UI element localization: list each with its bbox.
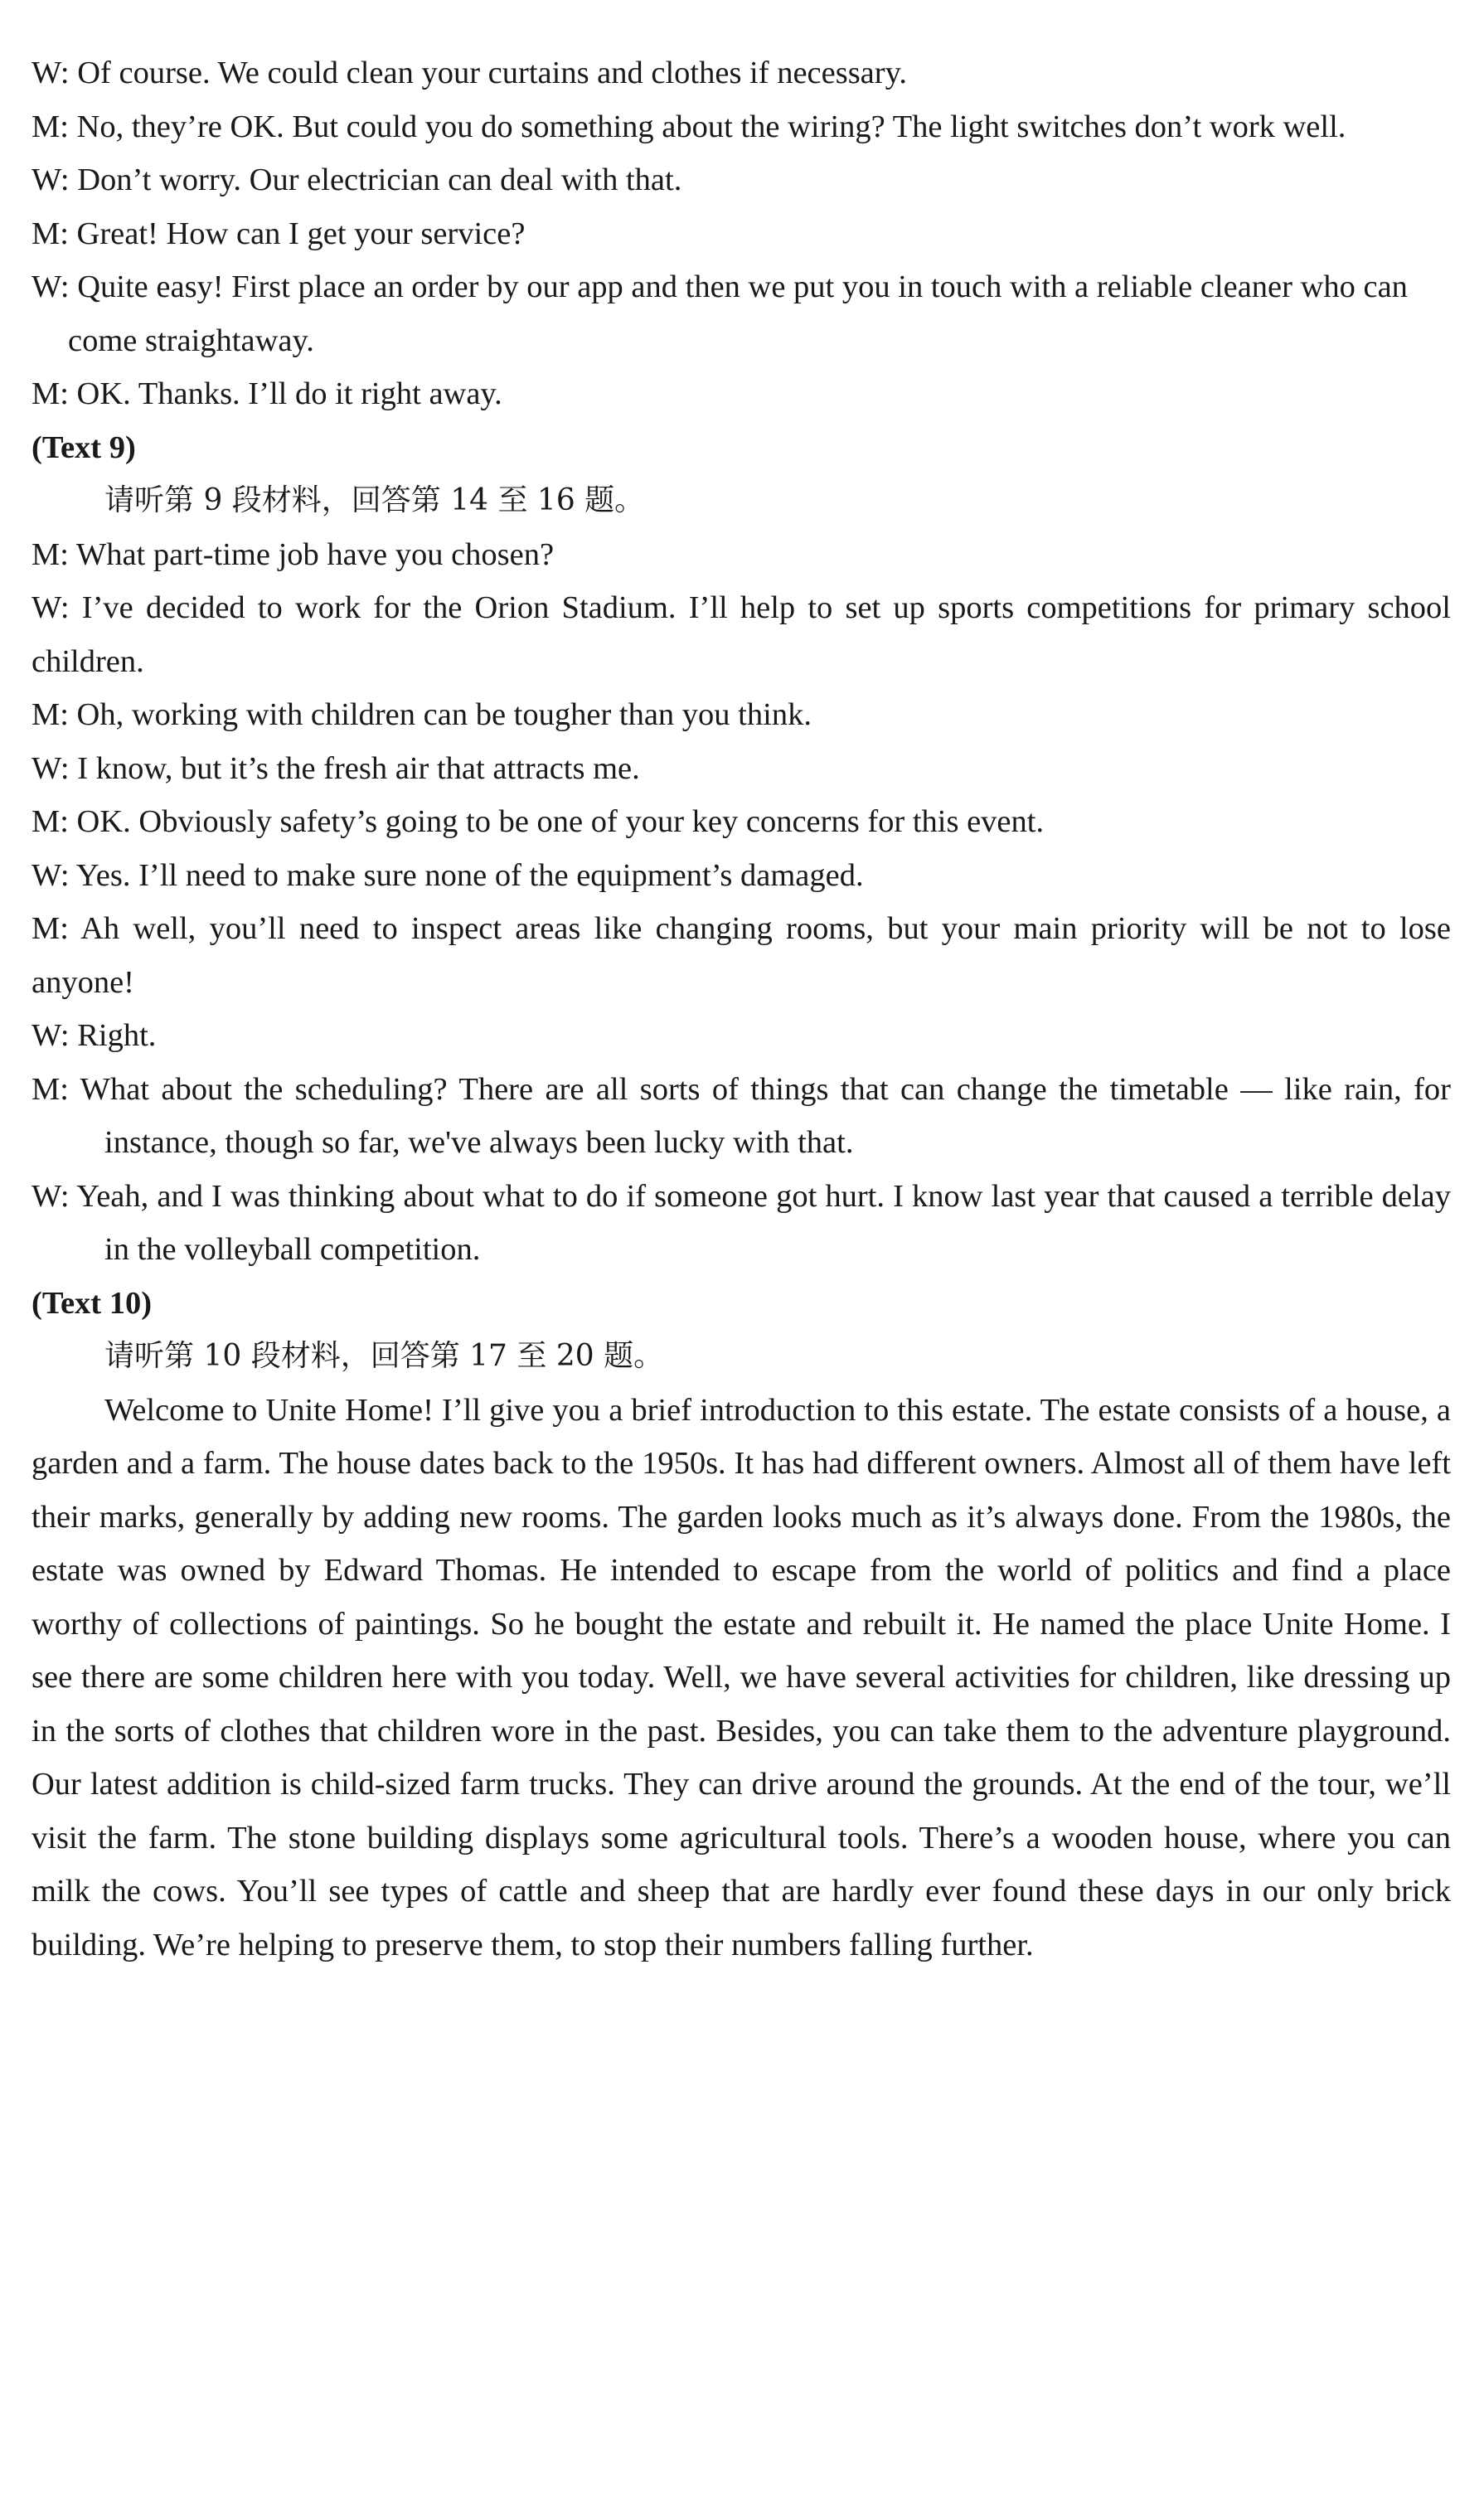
section-instruction-text9: 请听第 9 段材料，回答第 14 至 16 题。 — [104, 483, 645, 517]
section-instruction-text10: 请听第 10 段材料，回答第 17 至 20 题。 — [104, 1339, 664, 1373]
dialogue-line: M: What part-time job have you chosen? — [32, 536, 555, 572]
section-heading-text10: (Text 10) — [32, 1285, 153, 1321]
dialogue-line: M: What about the scheduling? There are all sorts of things that can change the timetable — like rain, for instance, though so far, we've always been lucky with that. — [32, 1071, 1451, 1160]
dialogue-line: W: Don’t worry. Our electrician can deal with that. — [32, 163, 682, 197]
document-page — [32, 46, 1451, 1972]
section-heading-text9: (Text 9) — [32, 429, 136, 465]
dialogue-line: M: Ah well, you’ll need to inspect areas like changing rooms, but your main priority will be not to lose anyone! — [32, 911, 1451, 1000]
dialogue-line: W: Right. — [32, 1018, 157, 1053]
dialogue-line: M: OK. Obviously safety’s going to be one of your key concerns for this event. — [32, 804, 1045, 839]
dialogue-line: M: OK. Thanks. I’ll do it right away. — [32, 376, 502, 411]
dialogue-line: W: Of course. We could clean your curtains and clothes if necessary. — [32, 56, 907, 90]
dialogue-line: W: I’ve decided to work for the Orion Stadium. I’ll help to set up sports competitions for primary school children. — [32, 590, 1451, 679]
dialogue-line: W: Yes. I’ll need to make sure none of the equipment’s damaged. — [32, 857, 864, 893]
dialogue-line: M: Great! How can I get your service? — [32, 216, 526, 251]
monologue-paragraph: Welcome to Unite Home! I’ll give you a brief introduction to this estate. The estate consists of a house, a garden and a farm. The house dates back to the 1950s. It has had different owners. Almost all of them have left their marks, generally by adding new rooms. The garden looks much as it’s always done. From the 1980s, the estate was owned by Edward Thomas. He intended to escape from the world of politics and find a place worthy of collections of paintings. So he bought the estate and rebuilt it. He named the place Unite Home. I see there are some children here with you today. Well, we have several activities for children, like dressing up in the sorts of clothes that children wore in the past. Besides, you can take them to the adventure playground. Our latest addition is child-sized farm trucks. They can drive around the grounds. At the end of the tour, we’ll visit the farm. The stone building displays some agricultural tools. There’s a wooden house, where you can milk the cows. You’ll see types of cattle and sheep that are hardly ever found these days in our only brick building. We’re helping to preserve them, to stop their numbers falling further. — [32, 1392, 1451, 1962]
dialogue-line: W: Yeah, and I was thinking about what to do if someone got hurt. I know last year that caused a terrible delay in the volleyball competition. — [32, 1178, 1451, 1267]
dialogue-line: M: No, they’re OK. But could you do something about the wiring? The light switches don’t work well. — [32, 109, 1346, 144]
dialogue-line: W: Quite easy! First place an order by our app and then we put you in touch with a reliable cleaner who can come straightaway. — [32, 269, 1408, 358]
dialogue-line: W: I know, but it’s the fresh air that attracts me. — [32, 750, 640, 786]
dialogue-line: M: Oh, working with children can be tougher than you think. — [32, 697, 812, 732]
